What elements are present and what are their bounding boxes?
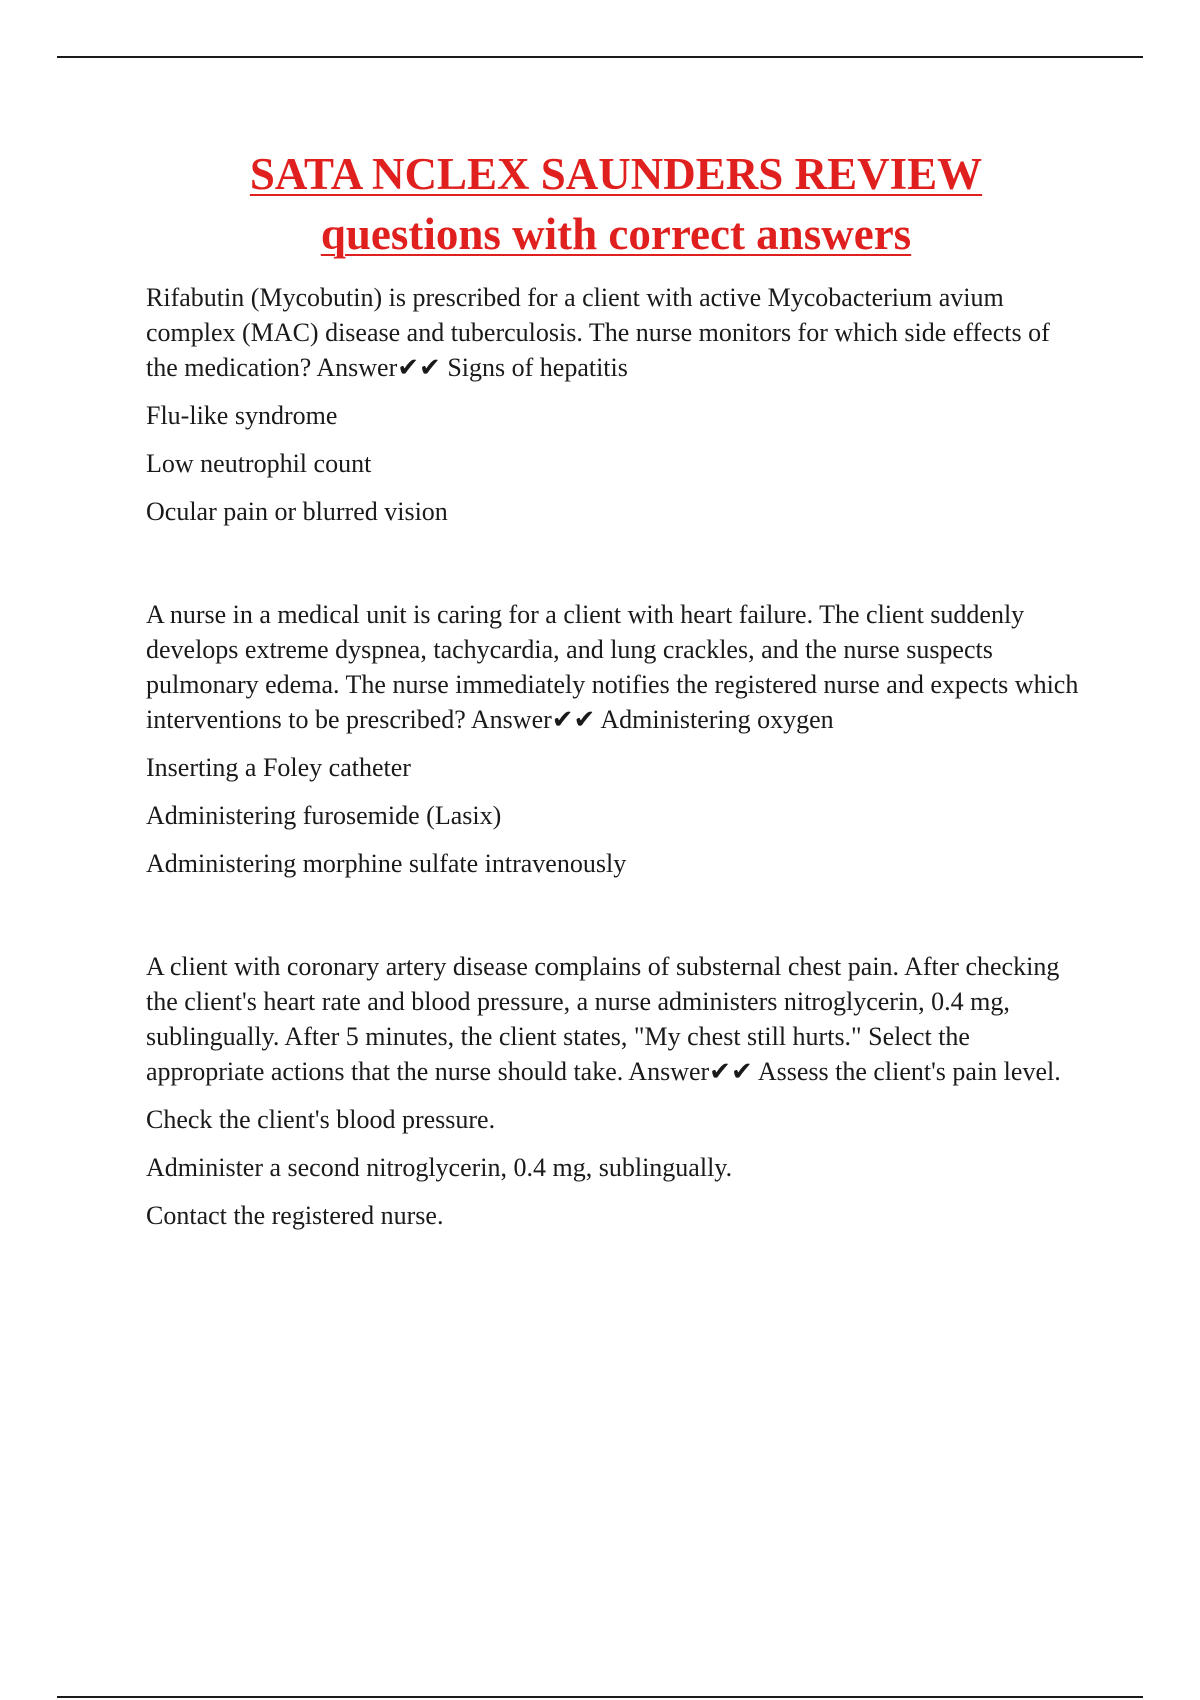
bottom-rule	[57, 1696, 1143, 1698]
answer-option: Check the client's blood pressure.	[146, 1105, 496, 1134]
question-block	[146, 597, 1086, 881]
title-line-1: SATA NCLEX SAUNDERS REVIEW	[249, 149, 983, 199]
document-title	[146, 144, 1086, 264]
question-text: A nurse in a medical unit is caring for a client with heart failure. The client suddenly develops extreme dyspnea, tachycardia, and lung crackles, and the nurse suspects pulmonary edema. The nurse immediately notifies the registered nurse and expects which interventions to be prescribed? Answer✔✔ Administering oxygen	[146, 600, 1079, 734]
answer-option: Administer a second nitroglycerin, 0.4 mg, sublingually.	[146, 1153, 733, 1182]
question-text: A client with coronary artery disease complains of substernal chest pain. After checking the client's heart rate and blood pressure, a nurse administers nitroglycerin, 0.4 mg, sublingually. After 5 minutes, the client states, "My chest still hurts." Select the appropriate actions that the nurse should take. Answer✔✔ Assess the client's pain level.	[146, 952, 1061, 1086]
answer-option: Contact the registered nurse.	[146, 1201, 444, 1230]
answer-option: Administering morphine sulfate intravenously	[146, 849, 627, 878]
answer-option: Ocular pain or blurred vision	[146, 497, 448, 526]
answer-option: Administering furosemide (Lasix)	[146, 801, 502, 830]
answer-option: Low neutrophil count	[146, 449, 372, 478]
question-block	[146, 949, 1086, 1233]
top-rule	[57, 56, 1143, 58]
question-text: Rifabutin (Mycobutin) is prescribed for a client with active Mycobacterium avium complex (MAC) disease and tuberculosis. The nurse monitors for which side effects of the medication? Answer✔✔ Signs of hepatitis	[146, 283, 1050, 382]
answer-option: Inserting a Foley catheter	[146, 753, 411, 782]
answer-option: Flu-like syndrome	[146, 401, 338, 430]
question-block	[146, 280, 1086, 529]
question-list	[146, 280, 1086, 1233]
title-line-2: questions with correct answers	[320, 209, 912, 259]
